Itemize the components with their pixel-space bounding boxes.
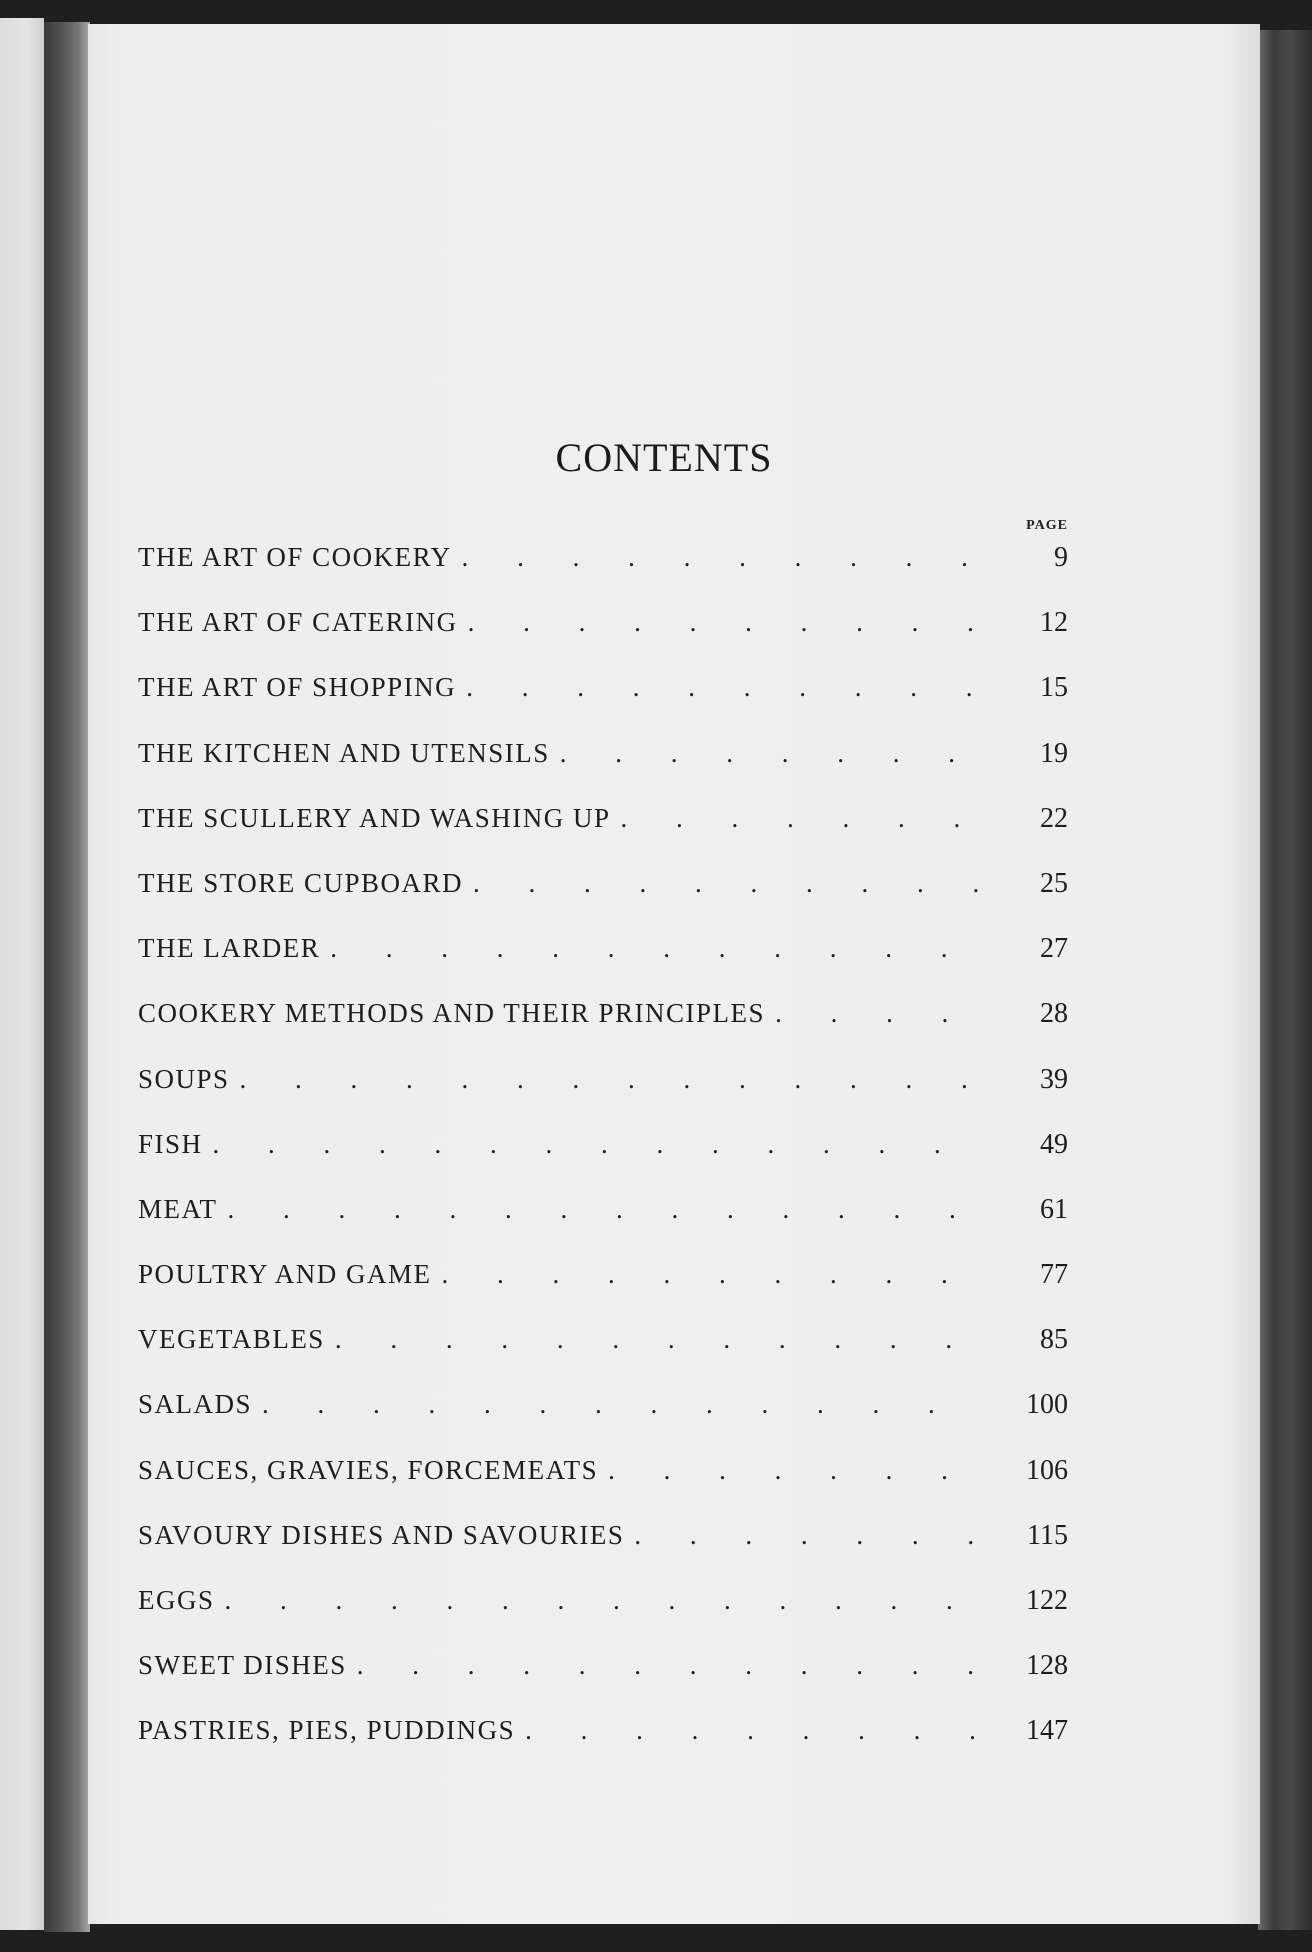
- page-column-label: PAGE: [1026, 518, 1068, 533]
- dot-leader: [442, 1259, 982, 1290]
- toc-entry: [138, 803, 1068, 868]
- toc-entry-page-number: 19: [1040, 737, 1068, 769]
- toc-entry-page-number: 100: [1026, 1389, 1068, 1421]
- dot-leader: [775, 998, 982, 1029]
- toc-entry-title: THE LARDER: [138, 933, 321, 964]
- toc-entry: [138, 1520, 1068, 1585]
- toc-entry-title: THE ART OF CATERING: [138, 607, 458, 638]
- dot-leader: [228, 1194, 983, 1225]
- dot-leader: [262, 1389, 982, 1420]
- dot-leader: [608, 1455, 982, 1486]
- dot-leader: [357, 1650, 982, 1681]
- toc-entry: [138, 868, 1068, 933]
- dot-leader: [225, 1585, 982, 1616]
- toc-entry-title: SWEET DISHES: [138, 1650, 347, 1681]
- toc-entry-page-number: 9: [1054, 542, 1068, 573]
- toc-entry: [138, 1259, 1068, 1324]
- dot-leader: [330, 933, 982, 964]
- toc-entry-page-number: 122: [1026, 1585, 1068, 1616]
- toc-entry: [138, 933, 1068, 998]
- dot-leader: [621, 803, 982, 834]
- toc-entry-page-number: 12: [1040, 607, 1068, 639]
- toc-entry-title: THE ART OF SHOPPING: [138, 672, 457, 703]
- toc-entry-page-number: 22: [1040, 802, 1068, 834]
- toc-entry-title: SALADS: [138, 1389, 253, 1420]
- dot-leader: [473, 868, 982, 899]
- toc-entry-page-number: 49: [1040, 1128, 1068, 1160]
- toc-entry-title: THE KITCHEN AND UTENSILS: [138, 737, 550, 768]
- toc-entry-page-number: 27: [1040, 933, 1068, 965]
- toc-entry-title: EGGS: [138, 1585, 215, 1615]
- dot-leader: [335, 1324, 982, 1355]
- toc-entry-title: PASTRIES, PIES, PUDDINGS: [138, 1715, 516, 1746]
- toc-entry-title: POULTRY AND GAME: [138, 1259, 432, 1290]
- toc-entry-title: COOKERY METHODS AND THEIR PRINCIPLES: [138, 998, 766, 1029]
- toc-entry: [138, 1129, 1068, 1194]
- left-page-edge: [0, 18, 44, 1930]
- toc-entry-page-number: 61: [1040, 1193, 1068, 1225]
- toc-entry: [138, 1715, 1068, 1780]
- toc-entry-page-number: 147: [1026, 1715, 1068, 1747]
- dot-leader: [213, 1129, 982, 1160]
- toc-entry-title: FISH: [138, 1128, 203, 1159]
- dot-leader: [634, 1520, 982, 1551]
- dot-leader: [466, 672, 982, 703]
- page-title: CONTENTS: [555, 435, 773, 480]
- dot-leader: [240, 1064, 982, 1095]
- toc-entry-title: SAVOURY DISHES AND SAVOURIES: [138, 1519, 625, 1550]
- toc-entry: [138, 542, 1068, 607]
- toc-entry-title: THE ART OF COOKERY: [138, 542, 452, 572]
- toc-entry: [138, 1389, 1068, 1454]
- toc-entry: [138, 1585, 1068, 1650]
- dot-leader: [462, 542, 982, 573]
- toc-entry: [138, 1064, 1068, 1129]
- toc-entry: [138, 607, 1068, 672]
- contents-page: [88, 24, 1260, 1924]
- toc-entry-title: MEAT: [138, 1193, 218, 1224]
- toc-entry: [138, 998, 1068, 1063]
- toc-entry-page-number: 115: [1027, 1519, 1068, 1551]
- toc-entry-title: VEGETABLES: [138, 1324, 325, 1355]
- toc-entry: [138, 1194, 1068, 1259]
- dot-leader: [525, 1715, 982, 1746]
- dot-leader: [468, 607, 982, 638]
- toc-entry: [138, 1650, 1068, 1715]
- toc-entry: [138, 738, 1068, 803]
- toc-entry-page-number: 25: [1040, 867, 1068, 899]
- toc-entry: [138, 1324, 1068, 1389]
- toc-entry-page-number: 85: [1040, 1324, 1068, 1356]
- toc-entry: [138, 1455, 1068, 1520]
- dot-leader: [560, 738, 982, 769]
- table-of-contents: [138, 542, 1068, 1781]
- toc-entry-page-number: 39: [1040, 1063, 1068, 1095]
- toc-entry-page-number: 77: [1040, 1259, 1068, 1291]
- toc-entry: [138, 672, 1068, 737]
- toc-entry-page-number: 128: [1026, 1650, 1068, 1682]
- toc-entry-title: THE SCULLERY AND WASHING UP: [138, 802, 611, 833]
- toc-entry-title: SAUCES, GRAVIES, FORCEMEATS: [138, 1454, 599, 1485]
- toc-entry-page-number: 15: [1040, 672, 1068, 704]
- book-cover-edge: [1258, 30, 1312, 1930]
- toc-entry-page-number: 28: [1040, 998, 1068, 1030]
- toc-entry-title: SOUPS: [138, 1063, 230, 1094]
- toc-entry-page-number: 106: [1026, 1454, 1068, 1486]
- book-gutter: [44, 22, 90, 1932]
- toc-entry-title: THE STORE CUPBOARD: [138, 867, 464, 898]
